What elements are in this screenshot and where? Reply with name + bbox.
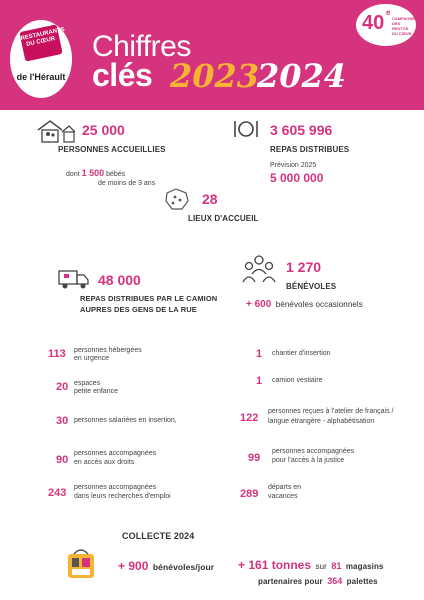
benevoles-occ-label: bénévoles occasionnels	[275, 300, 363, 309]
benevoles-label: BÉNÉVOLES	[286, 282, 337, 291]
row-num: 20	[56, 381, 69, 393]
row-num: 289	[240, 488, 259, 500]
food-bag-icon	[62, 546, 102, 582]
row-line1: personnes accompagnées	[272, 448, 355, 455]
badge-text: CAMPAGNE DES RESTOS DU CŒUR	[392, 16, 416, 36]
row-num: 30	[56, 415, 69, 427]
title-line1: Chiffres	[92, 30, 191, 63]
collecte-benevoles-value: + 900	[118, 559, 149, 573]
row-line1: personnes accompagnées	[74, 484, 157, 491]
map-icon	[164, 187, 190, 211]
row-num: 90	[56, 454, 69, 466]
repas-forecast-label: Prévision 2025	[270, 162, 317, 169]
badge-number: 40	[362, 12, 385, 34]
collecte-benevoles	[118, 557, 214, 575]
camion-value: 48 000	[98, 272, 141, 288]
row-line1: camion vestiaire	[272, 377, 323, 384]
repas-forecast-value: 5 000 000	[270, 171, 324, 185]
accueillis-value: 25 000	[82, 122, 125, 138]
row-line1: chantier d'insertion	[272, 350, 331, 357]
row-line1: personnes reçues à l'atelier de français /	[268, 408, 394, 415]
accueillis-sub-prefix: dont	[66, 171, 80, 178]
camion-label-line2: AUPRES DES GENS DE LA RUE	[80, 305, 197, 314]
lieux-value: 28	[202, 191, 218, 207]
accueillis-sub-suffix: bébés	[106, 171, 126, 178]
collecte-tonnes-value: + 161 tonnes	[238, 558, 312, 572]
plate-cutlery-icon	[232, 119, 260, 139]
row-num: 1	[256, 348, 263, 360]
accueillis-label: PERSONNES ACCUEILLIES	[58, 145, 166, 154]
row-line2: en urgence	[74, 355, 110, 362]
benevoles-occ-value: + 600	[246, 299, 272, 310]
row-line1: départs en	[268, 484, 302, 491]
row-num: 113	[48, 348, 66, 360]
row-num: 122	[240, 412, 259, 424]
accueillis-sub	[66, 169, 125, 179]
benevoles-value: 1 270	[286, 259, 322, 275]
repas-value: 3 605 996	[270, 122, 333, 138]
campaign-badge	[356, 4, 416, 46]
collecte-line2	[258, 571, 378, 589]
truck-icon	[58, 268, 90, 290]
header-banner	[0, 0, 424, 110]
row-line2: langue étrangère - alphabétisation	[268, 418, 375, 425]
row-line2: pour l'accès à la justice	[272, 457, 345, 464]
group-people-icon	[242, 254, 276, 284]
title-line2: clés	[92, 57, 153, 93]
collecte-magasins-label: magasins	[345, 562, 384, 571]
collecte-benevoles-label: bénévoles/jour	[152, 562, 215, 572]
row-num: 243	[48, 487, 67, 499]
row-num: 99	[248, 452, 261, 464]
collecte-palettes-value: 364	[327, 576, 343, 586]
row-line1: personnes salariées en insertion,	[74, 417, 177, 424]
house-people-icon	[36, 118, 76, 144]
year-2023: 2023	[170, 57, 260, 95]
camion-label-line1: REPAS DISTRIBUES PAR LE CAMION	[80, 294, 218, 303]
accueillis-sub-value: 1 500	[81, 168, 105, 178]
accueillis-sub-line2: de moins de 3 ans	[98, 180, 156, 187]
logo-mark: RESTAURANTS DU CŒUR	[19, 24, 62, 61]
restos-logo	[10, 20, 72, 98]
repas-label: REPAS DISTRIBUES	[270, 145, 350, 154]
row-line2: dans leurs recherches d'emploi	[74, 493, 171, 500]
row-line2: en accès aux droits	[74, 459, 135, 466]
row-line2: vacances	[268, 493, 298, 500]
collecte-palettes-label: palettes	[346, 577, 378, 586]
collecte-tonnes-mid: sur	[315, 562, 327, 571]
lieux-label: LIEUX D'ACCUEIL	[188, 214, 259, 223]
collecte-line2-prefix: partenaires pour	[258, 577, 323, 586]
collecte-title: COLLECTE 2024	[122, 531, 195, 541]
row-line1: personnes accompagnées	[74, 450, 157, 457]
logo-text: de l'Hérault	[16, 72, 66, 82]
year-2024: 2024	[257, 57, 347, 95]
collecte-magasins-value: 81	[331, 561, 342, 571]
row-line1: personnes hébergées	[74, 347, 142, 354]
badge-sup: e	[386, 8, 391, 17]
row-line2: petite enfance	[74, 388, 118, 395]
benevoles-occ	[246, 294, 363, 312]
row-num: 1	[256, 375, 263, 387]
row-line1: espaces	[74, 380, 101, 387]
